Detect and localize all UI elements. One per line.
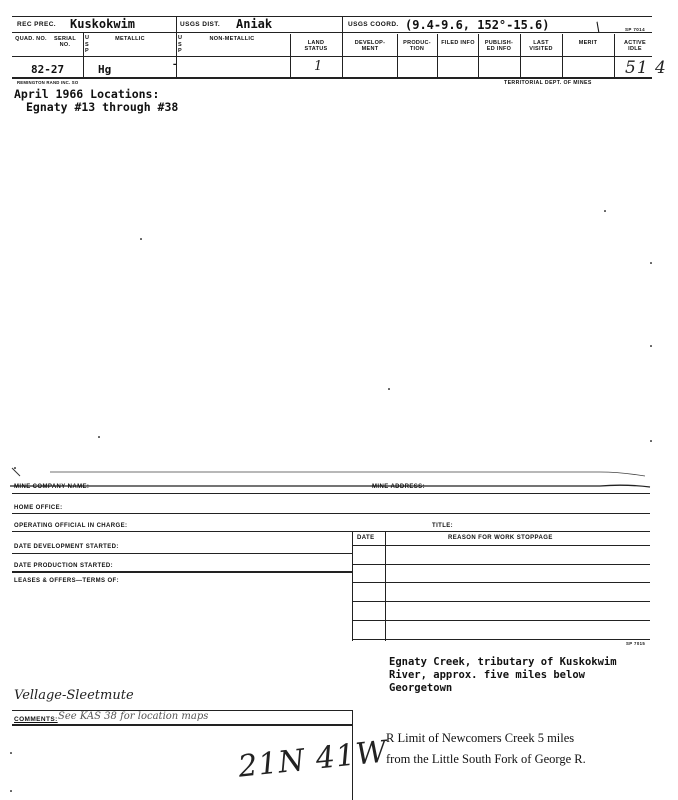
card-edge	[10, 462, 655, 492]
handwritten-township: 21N 41W	[236, 734, 390, 785]
row-dash: -	[172, 60, 178, 70]
col-production: PRODUC-TION	[403, 40, 431, 52]
col-active-idle: ACTIVE IDLE	[624, 40, 646, 52]
typed-location-note: Egnaty Creek, tributary of Kuskokwim River, approx. five miles below Georgetown	[389, 656, 617, 694]
col-filed-info: FILED INFO	[441, 40, 475, 46]
col-nonmetallic-usp: U S P	[178, 35, 183, 54]
rec-prec-label: REC PREC.	[17, 21, 56, 28]
comments-label: COMMENTS:	[14, 716, 58, 723]
col-merit: MERIT	[578, 40, 598, 46]
mine-company-label: MINE COMPANY NAME:	[14, 484, 90, 490]
title-label: TITLE:	[432, 523, 454, 529]
usgs-coord-label: USGS COORD.	[348, 21, 399, 28]
col-metallic-usp: U S P	[85, 35, 90, 54]
handwritten-comments: See KAS 38 for location maps	[58, 711, 209, 722]
mine-address-label: MINE ADDRESS:	[372, 484, 425, 490]
col-published-info: PUBLISH-ED INFO	[484, 40, 514, 52]
date-development-label: DATE DEVELOPMENT STARTED:	[14, 544, 119, 550]
leases-label: LEASES & OFFERS—TERMS OF:	[14, 578, 120, 584]
locations-note	[14, 88, 178, 114]
quad-serial-value: 82-27	[31, 63, 65, 76]
territorial-imprint: TERRITORIAL DEPT. OF MINES	[504, 80, 592, 86]
printer-imprint: REMINGTON RAND INC. SO	[17, 80, 79, 85]
active-idle-value: 51 4	[625, 58, 667, 78]
usgs-coord-value: (9.4-9.6, 152°-15.6)	[405, 18, 550, 32]
col-development: DEVELOP-MENT	[354, 40, 386, 52]
locations-line-1: April 1966 Locations:	[14, 87, 160, 101]
form-number-top: SP 7014	[625, 27, 645, 32]
date-col-header: DATE	[357, 535, 375, 541]
typed-limit-note: R Limit of Newcomers Creek 5 miles from the Little South Fork of George R.	[386, 731, 586, 766]
metallic-code: Hg	[98, 63, 112, 76]
locations-line-2: Egnaty #13 through #38	[26, 100, 179, 114]
handwritten-village: Vellage-Sleetmute	[14, 688, 134, 703]
form-number-bottom: SP 7015	[626, 641, 646, 646]
col-land-status: LAND STATUS	[304, 40, 328, 52]
home-office-label: HOME OFFICE:	[14, 505, 63, 511]
land-status-value: 1	[314, 59, 323, 74]
col-nonmetallic: NON-METALLIC	[209, 36, 255, 42]
operating-official-label: OPERATING OFFICIAL IN CHARGE:	[14, 523, 128, 529]
date-production-label: DATE PRODUCTION STARTED:	[14, 563, 114, 569]
col-last-visited: LAST VISITED	[529, 40, 553, 52]
rec-prec-value: Kuskokwim	[70, 17, 136, 31]
usgs-dist-value: Aniak	[236, 17, 273, 31]
col-serial: SERIAL NO.	[54, 36, 76, 48]
col-quad: QUAD. NO.	[15, 36, 47, 42]
usgs-dist-label: USGS DIST.	[180, 21, 221, 28]
reason-col-header: REASON FOR WORK STOPPAGE	[448, 535, 553, 541]
col-metallic: METALLIC	[115, 36, 145, 42]
check-mark: /	[592, 18, 604, 36]
